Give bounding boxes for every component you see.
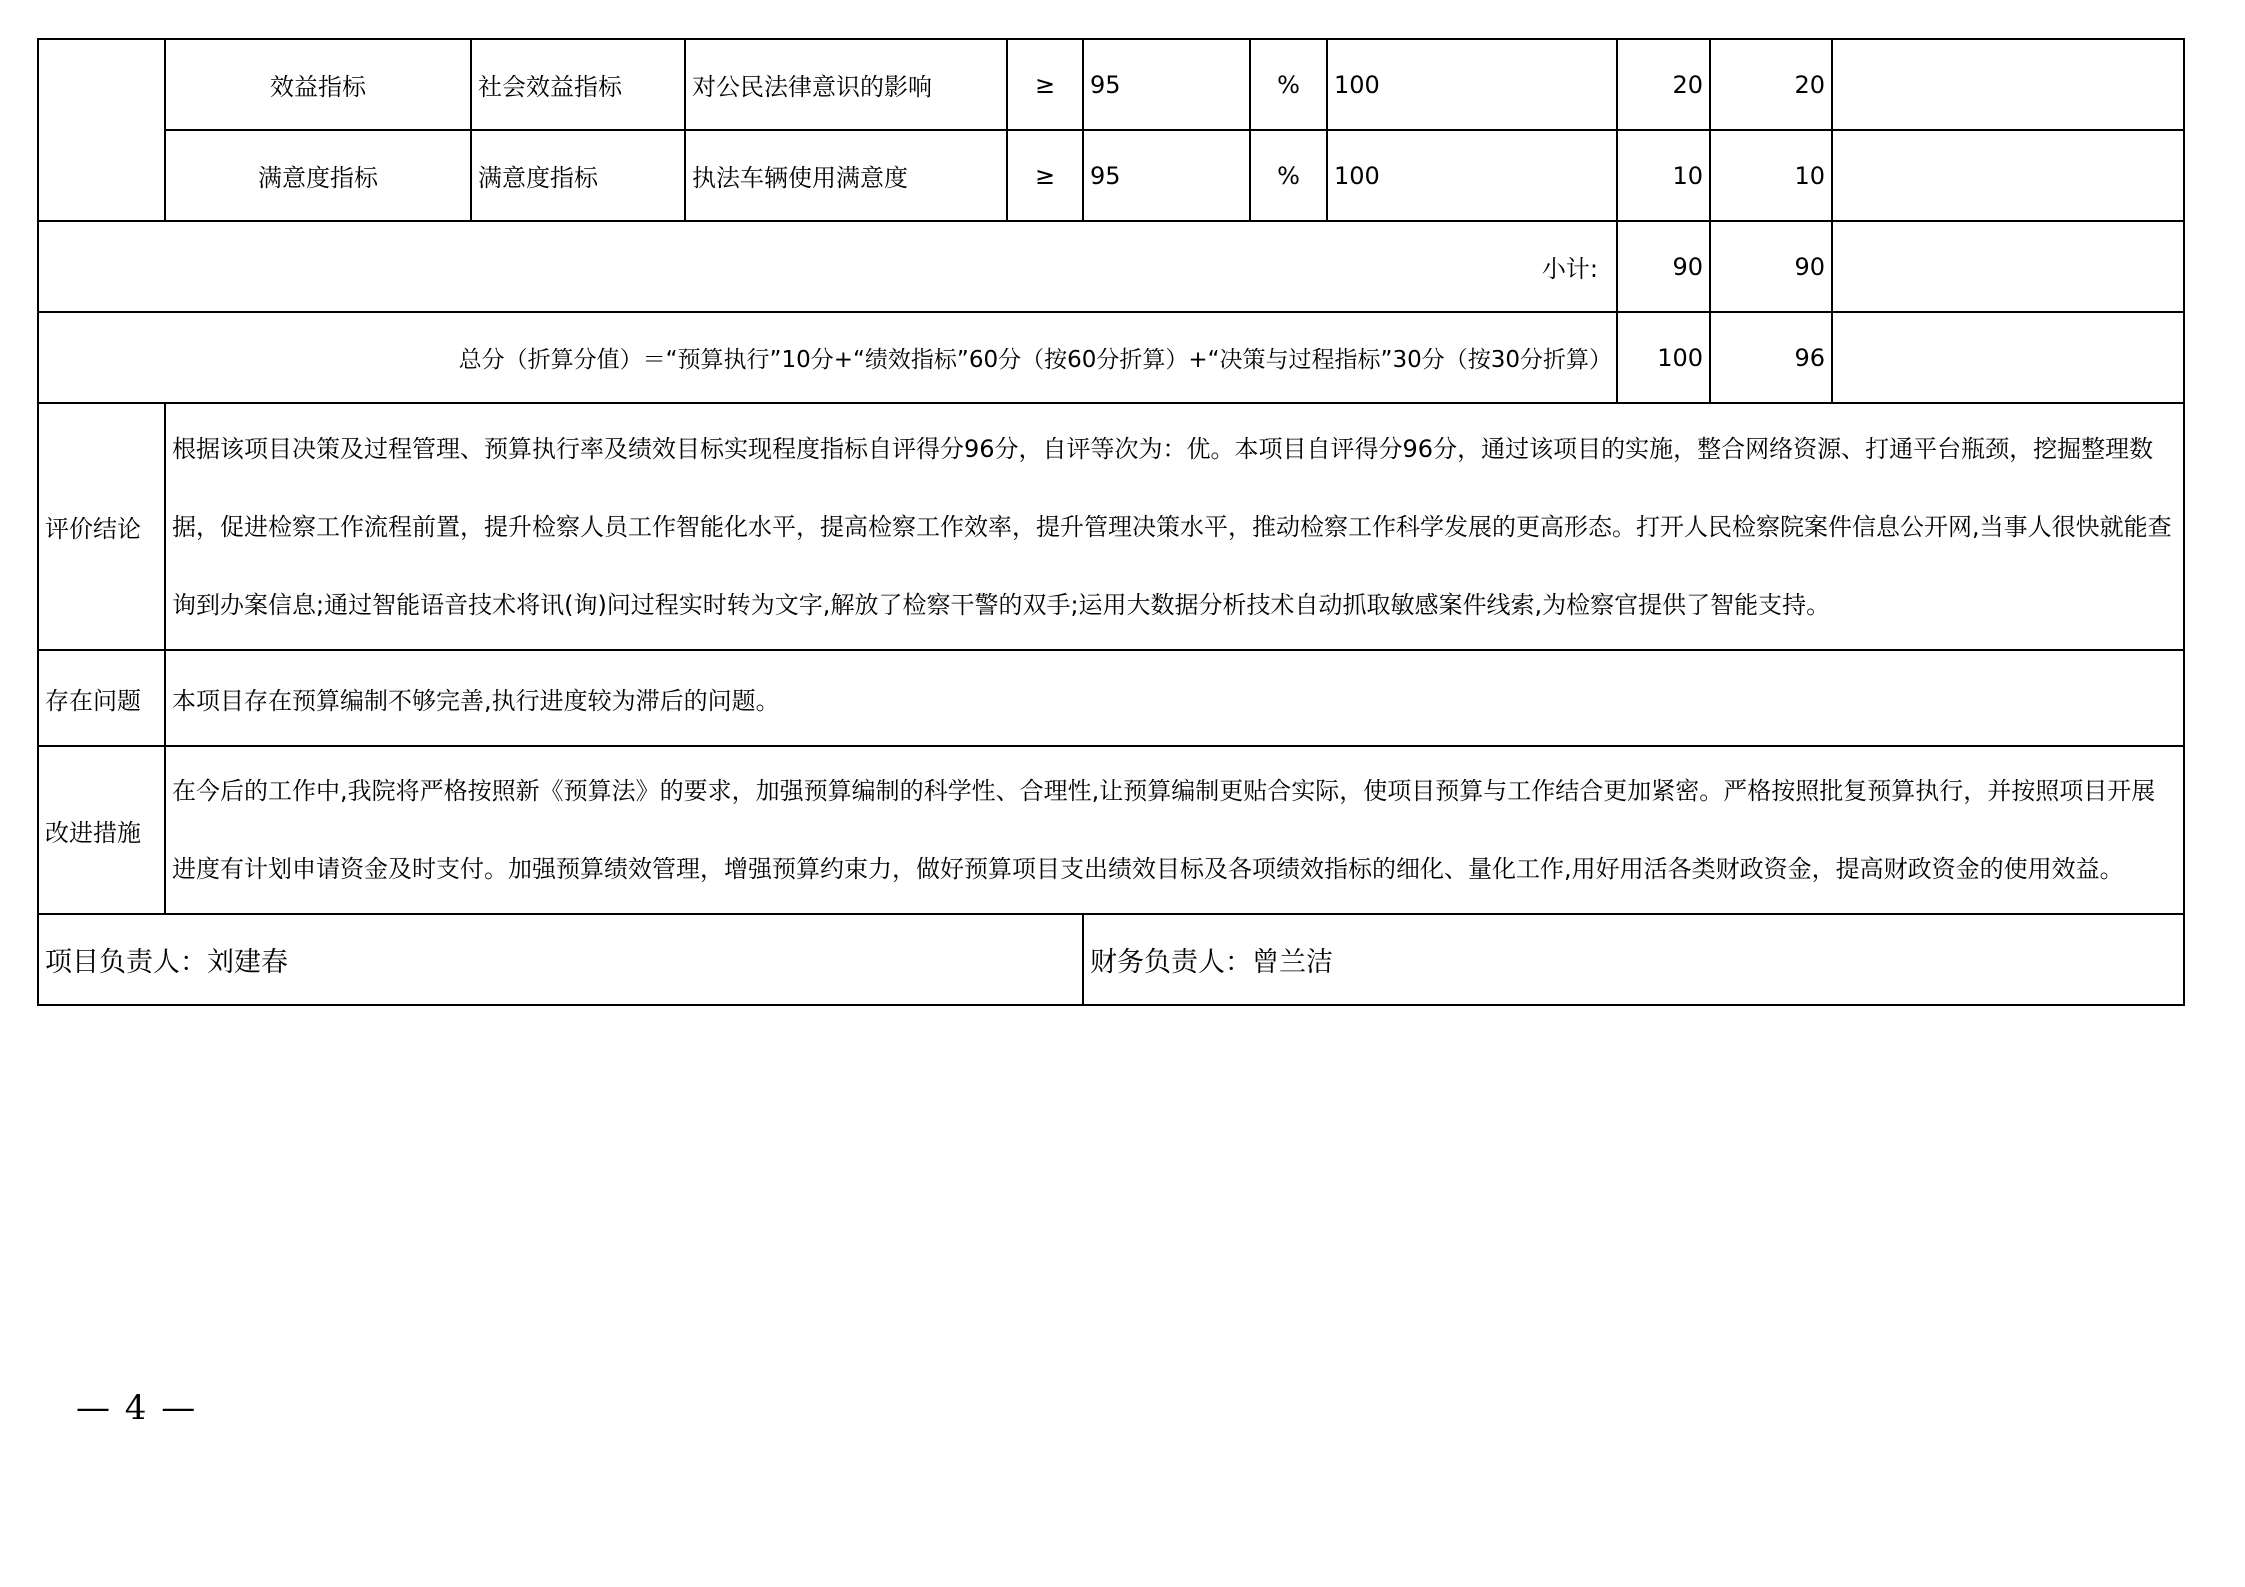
conclusion-row <box>38 403 2184 650</box>
weight: 20 <box>1617 39 1710 130</box>
unit: % <box>1250 39 1327 130</box>
unit: % <box>1250 130 1327 221</box>
total-label: 总分（折算分值）＝“预算执行”10分+“绩效指标”60分（按60分折算）+“决策与过程指标”30分（按30分折算） <box>38 312 1617 403</box>
operator: ≥ <box>1007 130 1083 221</box>
level2-indicator: 社会效益指标 <box>471 39 685 130</box>
table-row <box>38 130 2184 221</box>
level1-indicator: 效益指标 <box>165 39 471 130</box>
improvements-label: 改进措施 <box>38 746 165 914</box>
subtotal-score: 90 <box>1710 221 1832 312</box>
improvements-text: 在今后的工作中,我院将严格按照新《预算法》的要求，加强预算编制的科学性、合理性,让预算编制更贴合实际，使项目预算与工作结合更加紧密。严格按照批复预算执行，并按照项目开展进度有计划申请资金及时支付。加强预算绩效管理，增强预算约束力，做好预算项目支出绩效目标及各项绩效指标的细化、量化工作,用好用活各类财政资金，提高财政资金的使用效益。 <box>165 746 2184 914</box>
target-value: 95 <box>1083 39 1250 130</box>
table-row <box>38 39 2184 130</box>
finance-lead: 财务负责人：曾兰洁 <box>1083 914 2184 1005</box>
target-value: 95 <box>1083 130 1250 221</box>
problems-label: 存在问题 <box>38 650 165 746</box>
subtotal-row <box>38 221 2184 312</box>
problems-text: 本项目存在预算编制不够完善,执行进度较为滞后的问题。 <box>165 650 2184 746</box>
total-score: 96 <box>1710 312 1832 403</box>
problems-row <box>38 650 2184 746</box>
signature-row <box>38 914 2184 1005</box>
level1-indicator: 满意度指标 <box>165 130 471 221</box>
category-cell <box>38 39 165 221</box>
subtotal-label: 小计: <box>38 221 1617 312</box>
page-number: — 4 — <box>76 1388 198 1428</box>
conclusion-label: 评价结论 <box>38 403 165 650</box>
weight: 10 <box>1617 130 1710 221</box>
level3-indicator: 对公民法律意识的影响 <box>685 39 1007 130</box>
actual-value: 100 <box>1327 39 1617 130</box>
conclusion-text: 根据该项目决策及过程管理、预算执行率及绩效目标实现程度指标自评得分96分，自评等次为：优。本项目自评得分96分，通过该项目的实施，整合网络资源、打通平台瓶颈，挖掘整理数据，促进检察工作流程前置，提升检察人员工作智能化水平，提高检察工作效率，提升管理决策水平，推动检察工作科学发展的更高形态。打开人民检察院案件信息公开网,当事人很快就能查询到办案信息;通过智能语音技术将讯(询)问过程实时转为文字,解放了检察干警的双手;运用大数据分析技术自动抓取敏感案件线索,为检察官提供了智能支持。 <box>165 403 2184 650</box>
evaluation-table <box>37 38 2185 1006</box>
level2-indicator: 满意度指标 <box>471 130 685 221</box>
subtotal-note <box>1832 221 2184 312</box>
subtotal-weight: 90 <box>1617 221 1710 312</box>
operator: ≥ <box>1007 39 1083 130</box>
note <box>1832 130 2184 221</box>
total-note <box>1832 312 2184 403</box>
actual-value: 100 <box>1327 130 1617 221</box>
level3-indicator: 执法车辆使用满意度 <box>685 130 1007 221</box>
project-lead: 项目负责人：刘建春 <box>38 914 1083 1005</box>
score: 10 <box>1710 130 1832 221</box>
total-row <box>38 312 2184 403</box>
total-weight: 100 <box>1617 312 1710 403</box>
note <box>1832 39 2184 130</box>
improvements-row <box>38 746 2184 914</box>
score: 20 <box>1710 39 1832 130</box>
